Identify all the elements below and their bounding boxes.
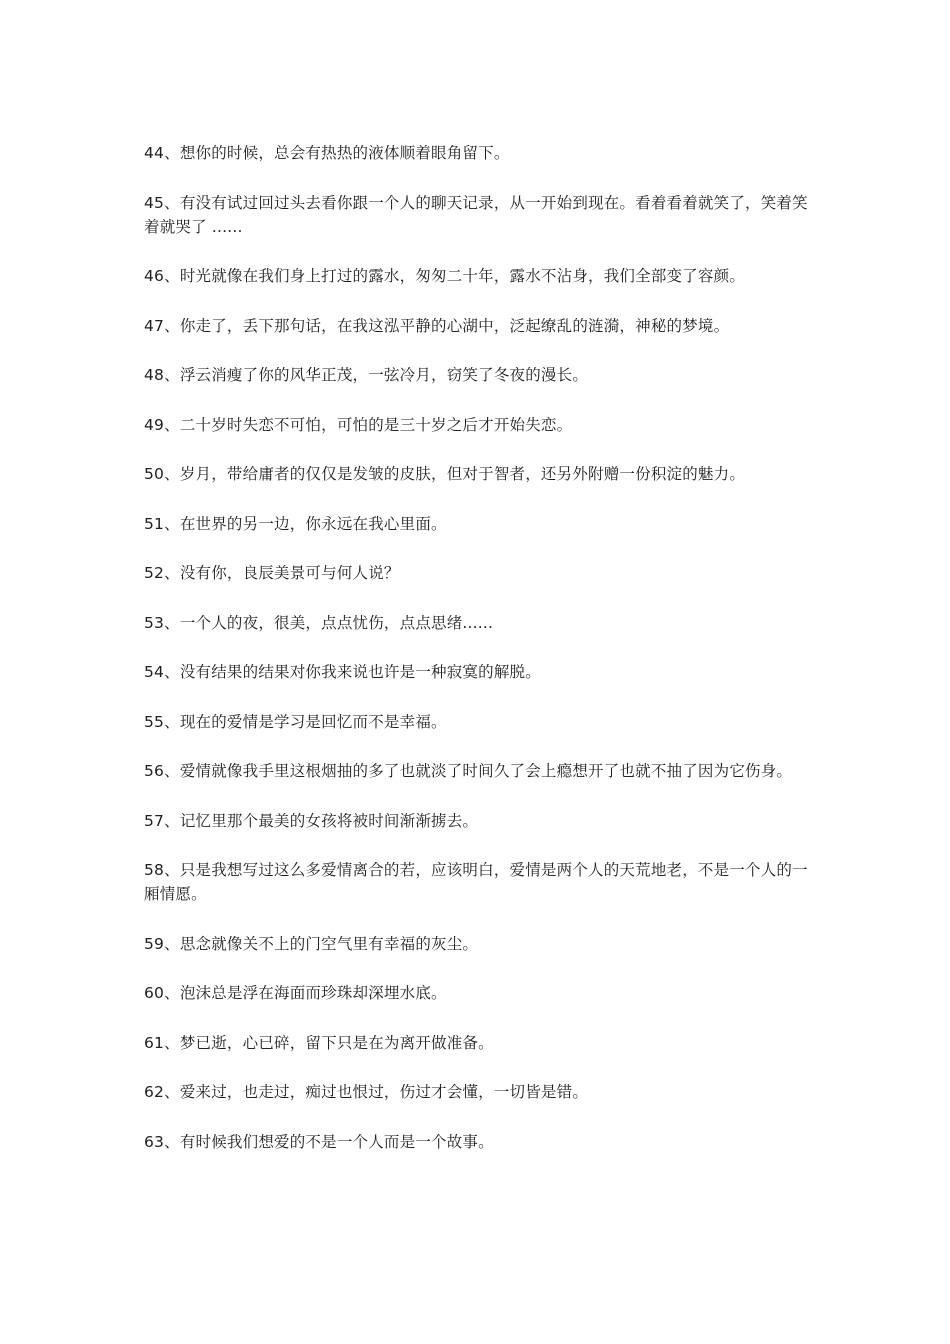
quote-list [144, 141, 808, 1179]
quote-60: 60、泡沫总是浮在海面而珍珠却深埋水底。 [144, 984, 447, 1002]
quote-53: 53、一个人的夜，很美，点点忧伤，点点思绪...... [144, 613, 494, 632]
quote-55: 55、现在的爱情是学习是回忆而不是幸福。 [144, 712, 447, 731]
quote-54: 54、没有结果的结果对你我来说也许是一种寂寞的解脱。 [144, 663, 541, 681]
quote-57: 57、记忆里那个最美的女孩将被时间渐渐掳去。 [144, 811, 479, 830]
quote-51: 51、在世界的另一边，你永远在我心里面。 [144, 514, 447, 533]
quote-61: 61、梦已逝，心已碎，留下只是在为离开做准备。 [144, 1033, 494, 1052]
quote-50: 50、岁月，带给庸者的仅仅是发皱的皮肤，但对于智者，还另外附赠一份积淀的魅力。 [144, 465, 746, 483]
quote-63: 63、有时候我们想爱的不是一个人而是一个故事。 [144, 1132, 494, 1151]
quote-47: 47、你走了，丢下那句话，在我这泓平静的心湖中，泛起缭乱的涟漪，神秘的梦境。 [144, 316, 730, 335]
quote-48: 48、浮云消瘦了你的风华正茂，一弦冷月，窃笑了冬夜的漫长。 [144, 366, 589, 384]
quote-46: 46、时光就像在我们身上打过的露水，匆匆二十年，露水不沾身，我们全部变了容颜。 [144, 267, 746, 285]
quote-59: 59、思念就像关不上的门空气里有幸福的灰尘。 [144, 934, 479, 953]
quote-45: 45、有没有试过回过头去看你跟一个人的聊天记录，从一开始到现在。看着看着就笑了，笑着笑着就哭了 ...... [144, 193, 808, 236]
quote-58: 58、只是我想写过这么多爱情离合的若，应该明白，爱情是两个人的天荒地老，不是一个人的一厢情愿。 [144, 861, 808, 903]
quote-56: 56、爱情就像我手里这根烟抽的多了也就淡了时间久了会上瘾想开了也就不抽了因为它伤身。 [144, 762, 793, 780]
quote-49: 49、二十岁时失恋不可怕，可怕的是三十岁之后才开始失恋。 [144, 415, 573, 434]
quote-44: 44、想你的时候，总会有热热的液体顺着眼角留下。 [144, 144, 510, 162]
quote-62: 62、爱来过，也走过，痴过也恨过，伤过才会懂，一切皆是错。 [144, 1083, 589, 1101]
quote-52: 52、没有你，良辰美景可与何人说？ [144, 564, 400, 582]
